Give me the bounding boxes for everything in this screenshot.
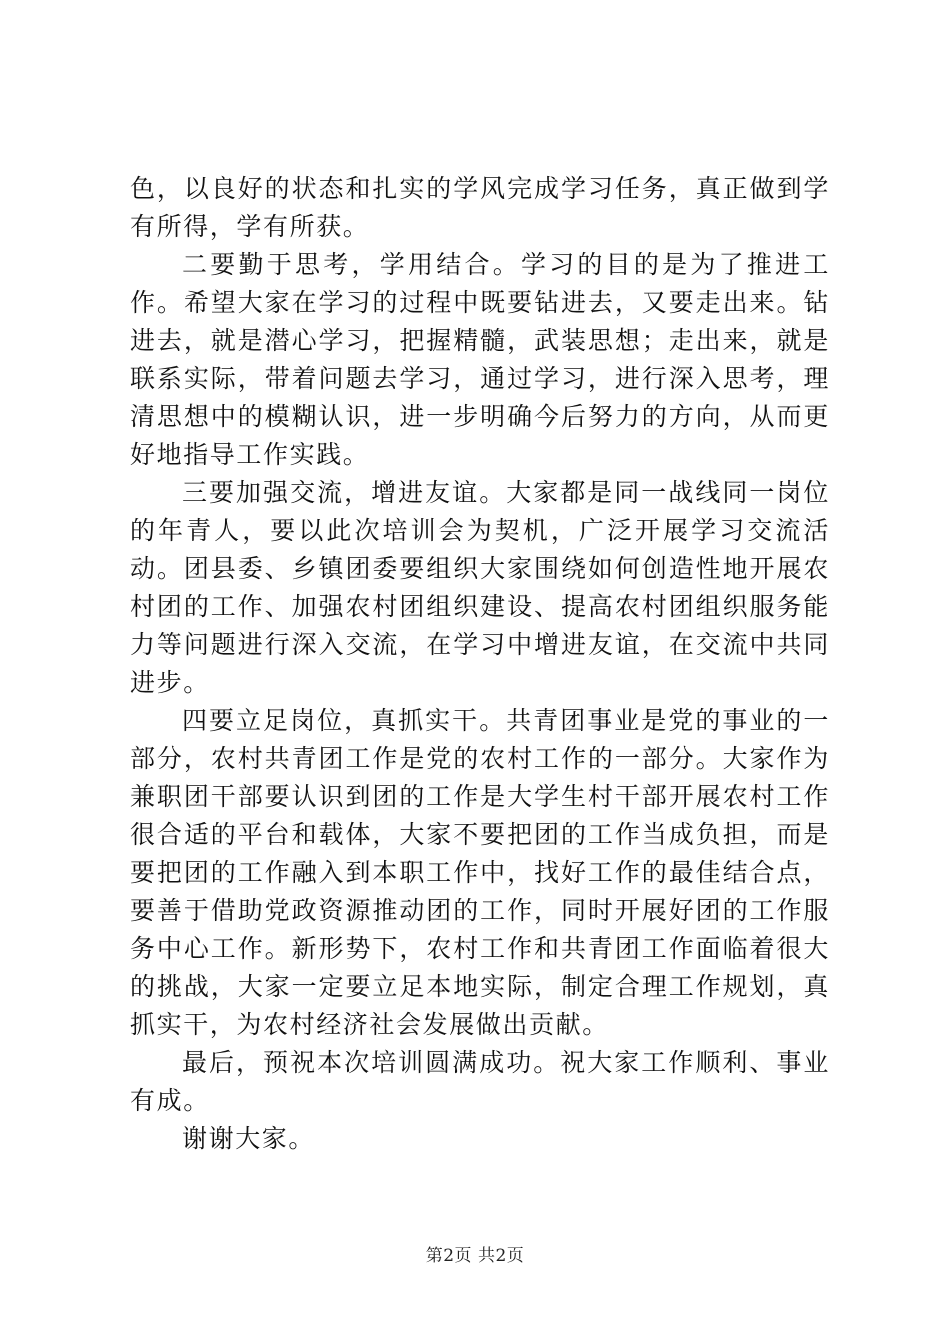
paragraph-thanks: 谢谢大家。 — [182, 1124, 316, 1153]
page-footer: 第2页 共2页 — [425, 1246, 525, 1266]
paragraph-closing-wish: 最后，预祝本次培训圆满成功。祝大家工作顺利、事业有成。 — [130, 1048, 830, 1115]
document-body — [130, 170, 830, 1158]
paragraph-continuation: 色，以良好的状态和扎实的学风完成学习任务，真正做到学有所得，学有所获。 — [130, 174, 830, 241]
paragraph-point-two: 二要勤于思考，学用结合。学习的目的是为了推进工作。希望大家在学习的过程中既要钻进去，又要走出来。钻进去，就是潜心学习，把握精髓，武装思想；走出来，就是联系实际，带着问题去学习，通过学习，进行深入思考，理清思想中的模糊认识，进一步明确今后努力的方向，从而更好地指导工作实践。 — [130, 250, 830, 469]
paragraph-point-four: 四要立足岗位，真抓实干。共青团事业是党的事业的一部分，农村共青团工作是党的农村工作的一部分。大家作为兼职团干部要认识到团的工作是大学生村干部开展农村工作很合适的平台和载体，大家不要把团的工作当成负担，而是要把团的工作融入到本职工作中，找好工作的最佳结合点，要善于借助党政资源推动团的工作，同时开展好团的工作服务中心工作。新形势下，农村工作和共青团工作面临着很大的挑战，大家一定要立足本地实际，制定合理工作规划，真抓实干，为农村经济社会发展做出贡献。 — [130, 706, 830, 1039]
paragraph-point-three: 三要加强交流，增进友谊。大家都是同一战线同一岗位的年青人，要以此次培训会为契机，广泛开展学习交流活动。团县委、乡镇团委要组织大家围绕如何创造性地开展农村团的工作、加强农村团组织建设、提高农村团组织服务能力等问题进行深入交流，在学习中增进友谊，在交流中共同进步。 — [130, 478, 830, 697]
